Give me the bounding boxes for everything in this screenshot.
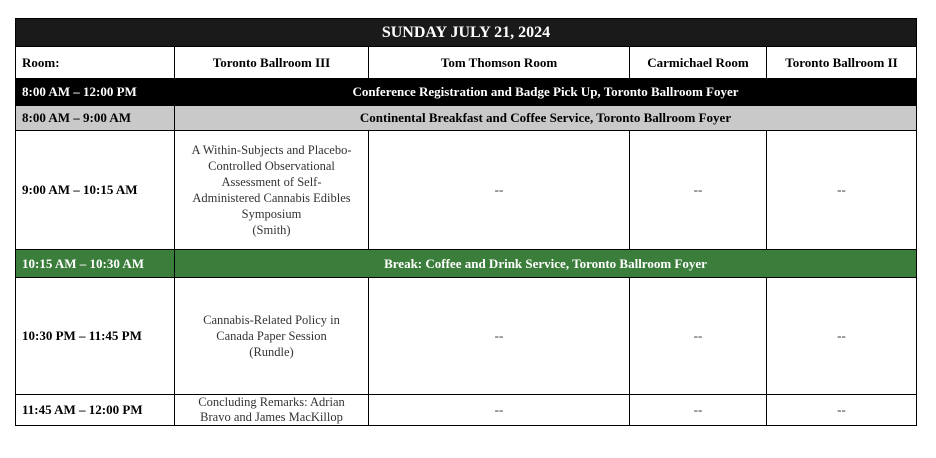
title-row (16, 19, 917, 47)
header-row (16, 47, 917, 79)
breakfast-event: Continental Breakfast and Coffee Service, Toronto Ballroom Foyer (175, 106, 917, 131)
schedule-title: SUNDAY JULY 21, 2024 (16, 19, 917, 47)
room-label: Room: (16, 47, 175, 79)
time-cell: 8:00 AM – 12:00 PM (16, 79, 175, 106)
empty-cell: -- (369, 395, 630, 426)
session-line: (Rundle) (249, 345, 294, 359)
empty-cell: -- (630, 278, 767, 395)
session-row-policy (16, 278, 917, 395)
time-cell: 11:45 AM – 12:00 PM (16, 395, 175, 426)
session-cell (175, 278, 369, 395)
time-cell: 9:00 AM – 10:15 AM (16, 131, 175, 250)
empty-cell: -- (767, 131, 917, 250)
session-line: (Smith) (252, 223, 291, 237)
break-event: Break: Coffee and Drink Service, Toronto Ballroom Foyer (175, 250, 917, 278)
session-line: Canada Paper Session (216, 329, 327, 343)
session-cell (175, 131, 369, 250)
room-header-carmichael: Carmichael Room (630, 47, 767, 79)
room-header-toronto-ballroom-iii: Toronto Ballroom III (175, 47, 369, 79)
registration-row (16, 79, 917, 106)
room-header-toronto-ballroom-ii: Toronto Ballroom II (767, 47, 917, 79)
session-line: Concluding Remarks: Adrian (198, 395, 345, 409)
break-row (16, 250, 917, 278)
empty-cell: -- (630, 131, 767, 250)
session-row-symposium (16, 131, 917, 250)
registration-event: Conference Registration and Badge Pick Up, Toronto Ballroom Foyer (175, 79, 917, 106)
session-line: Symposium (241, 207, 302, 221)
room-header-tom-thomson: Tom Thomson Room (369, 47, 630, 79)
empty-cell: -- (767, 395, 917, 426)
breakfast-row (16, 106, 917, 131)
session-cell (175, 395, 369, 426)
empty-cell: -- (369, 131, 630, 250)
session-line: Bravo and James MacKillop (200, 410, 343, 424)
schedule-table (15, 18, 917, 426)
time-cell: 10:30 PM – 11:45 PM (16, 278, 175, 395)
session-line: Assessment of Self- (221, 175, 322, 189)
time-cell: 8:00 AM – 9:00 AM (16, 106, 175, 131)
session-line: Controlled Observational (208, 159, 335, 173)
session-line: Administered Cannabis Edibles (192, 191, 351, 205)
empty-cell: -- (630, 395, 767, 426)
session-line: Cannabis-Related Policy in (203, 313, 340, 327)
empty-cell: -- (767, 278, 917, 395)
session-row-concluding (16, 395, 917, 426)
empty-cell: -- (369, 278, 630, 395)
session-line: A Within-Subjects and Placebo- (191, 143, 352, 157)
time-cell: 10:15 AM – 10:30 AM (16, 250, 175, 278)
